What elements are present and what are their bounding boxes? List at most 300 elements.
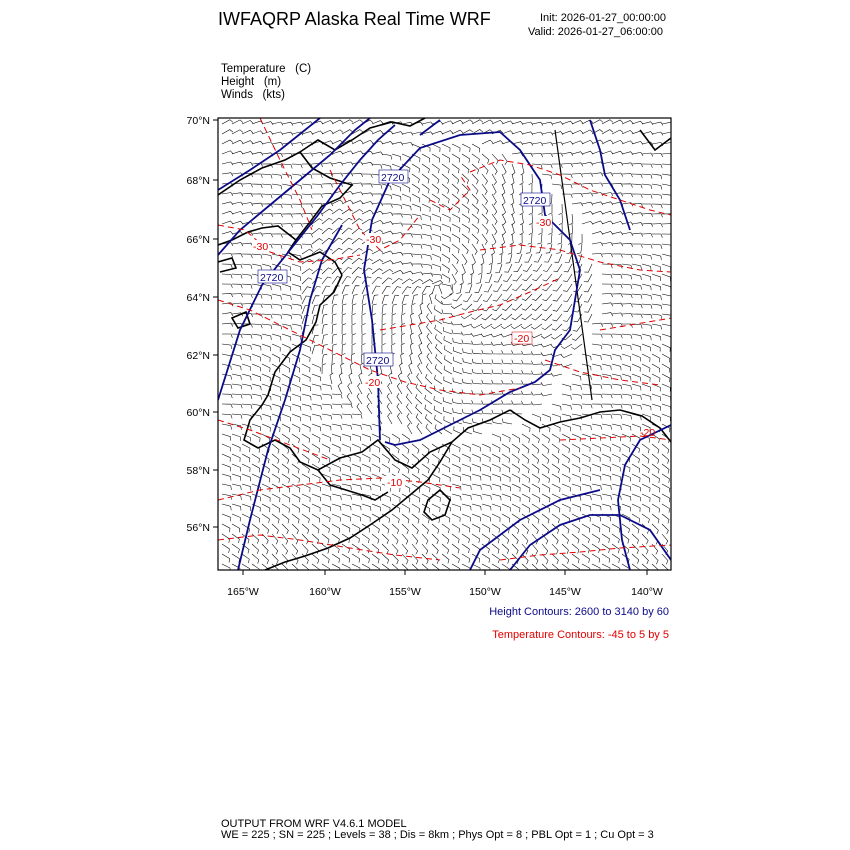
wind-barb [544, 254, 552, 262]
wind-barb [453, 408, 462, 414]
wind-barb [462, 204, 469, 213]
wind-barb [512, 131, 523, 134]
wind-barb [512, 304, 522, 310]
wind-barb [312, 152, 323, 155]
wind-barb [282, 304, 292, 309]
wind-barb [432, 164, 439, 173]
wind-barb [272, 504, 280, 513]
wind-barb [422, 154, 430, 162]
field-winds-label: Winds [221, 89, 253, 101]
wind-barb [632, 213, 643, 217]
wind-barb [592, 221, 603, 224]
wind-barb [552, 554, 558, 564]
wind-barb [262, 414, 271, 421]
wind-barb [522, 434, 530, 443]
wind-barb [312, 394, 322, 400]
wind-barb [532, 484, 540, 492]
wind-barb [532, 304, 542, 311]
wind-barb [502, 214, 506, 225]
wind-barb [602, 303, 613, 307]
wind-barb [412, 295, 418, 304]
wind-barb [512, 494, 520, 502]
wind-barb [222, 151, 233, 154]
wind-barb [592, 564, 600, 572]
wind-barb [451, 304, 462, 309]
wind-barb [401, 353, 404, 364]
lat-tick-label: 68°N [186, 175, 210, 187]
wind-barb [652, 364, 660, 372]
wind-barb [612, 120, 623, 124]
wind-barb [472, 194, 478, 204]
wind-barb [543, 274, 553, 281]
wind-barb [432, 154, 440, 163]
wind-barb [612, 183, 623, 187]
wind-barb [302, 278, 312, 284]
wind-barb [392, 434, 400, 443]
wind-barb [652, 374, 660, 382]
wind-barb [422, 280, 433, 285]
lat-tick-label: 60°N [186, 407, 210, 419]
wind-barb [262, 484, 270, 492]
wind-barb [553, 304, 562, 311]
wind-barb [482, 224, 488, 234]
wind-barb [492, 544, 499, 553]
wind-barb [522, 564, 529, 574]
wind-barb [652, 474, 660, 483]
wind-barb [382, 534, 389, 544]
wind-barb [632, 174, 642, 178]
wind-barb [622, 294, 632, 298]
wind-barb [292, 464, 299, 473]
wind-barb [473, 427, 482, 434]
wind-barb [592, 384, 602, 389]
wind-barb [592, 434, 601, 441]
wind-barb [252, 434, 260, 442]
wind-barb [502, 350, 512, 354]
wind-barb [492, 360, 502, 365]
wind-barb [382, 241, 393, 244]
wind-barb [642, 223, 653, 227]
wind-barb [492, 314, 502, 320]
wind-barb [482, 410, 492, 414]
wind-barb [435, 375, 443, 384]
wind-barb [252, 524, 259, 533]
wind-barb [252, 184, 262, 188]
wind-barb [282, 284, 291, 291]
wind-barb [282, 294, 291, 300]
wind-barb [442, 524, 449, 533]
wind-barb [362, 514, 370, 522]
wind-barb [602, 474, 611, 481]
wind-barb [392, 544, 398, 554]
wind-barb [382, 295, 389, 304]
wind-barb [302, 249, 313, 254]
wind-barb [352, 248, 363, 254]
wind-barb [592, 424, 602, 430]
wind-barb [262, 223, 273, 227]
wind-barb [612, 414, 622, 419]
wind-barb [642, 324, 652, 329]
wind-barb [502, 564, 509, 573]
wind-barb [662, 284, 671, 291]
model-info-line2: WE = 225 ; SN = 225 ; Levels = 38 ; Dis = 8km ; Phys Opt = 8 ; PBL Opt = 1 ; Cu Opt = 3 [221, 829, 654, 841]
wind-barb [262, 213, 273, 217]
wind-barb [422, 224, 431, 230]
wind-barb [332, 354, 336, 364]
wind-barb [462, 474, 471, 481]
wind-barb [322, 524, 330, 533]
wind-barb [342, 334, 346, 344]
wind-barb [372, 260, 383, 265]
wind-barb [542, 414, 550, 421]
wind-barb [222, 424, 232, 430]
wind-barb [572, 474, 580, 481]
wind-barb [222, 313, 233, 316]
wind-barb [642, 174, 652, 179]
wind-barb [502, 454, 510, 463]
wind-barb [512, 370, 522, 374]
wind-barb [362, 210, 373, 214]
wind-barb [352, 228, 362, 234]
wind-barb [512, 544, 518, 554]
wind-barb [444, 355, 452, 364]
wind-barb [502, 360, 512, 365]
wind-barb [642, 484, 650, 492]
wind-barb [642, 564, 649, 574]
wind-barb [622, 344, 631, 350]
wind-barb [602, 534, 610, 543]
wind-barb [522, 304, 532, 310]
wind-barb [322, 424, 331, 430]
wind-barb [382, 286, 391, 294]
wind-barb [432, 131, 443, 134]
wind-barb [492, 380, 502, 384]
wind-barb [492, 554, 499, 563]
wind-barb [542, 444, 549, 454]
wind-barb [632, 564, 639, 573]
wind-barb [652, 394, 661, 401]
wind-barb [372, 504, 380, 511]
wind-barb [602, 344, 612, 349]
wind-barb [302, 194, 312, 198]
wind-barb [322, 364, 326, 374]
wind-barb [282, 484, 290, 492]
wind-barb [252, 264, 262, 270]
wind-barb [432, 144, 440, 152]
wind-barb [642, 264, 651, 270]
wind-barb [662, 414, 670, 421]
wind-barb [272, 354, 280, 362]
wind-barb [242, 474, 250, 481]
wind-barb [452, 274, 456, 285]
wind-barb [272, 314, 282, 319]
wind-barb [322, 184, 333, 188]
lon-tick-label: 150°W [469, 586, 501, 598]
islands-stlawrence [218, 258, 236, 272]
wind-barb [432, 524, 439, 534]
wind-barb [292, 424, 300, 432]
wind-barb [382, 544, 388, 554]
wind-barb [442, 309, 452, 314]
wind-barb [262, 314, 272, 318]
wind-barb [242, 130, 253, 134]
wind-barb [302, 514, 309, 523]
wind-barb [622, 384, 632, 390]
wind-barb [482, 140, 493, 144]
wind-barb [512, 401, 523, 405]
wind-barb [531, 392, 542, 396]
wind-barb [662, 494, 670, 502]
wind-barb [342, 286, 349, 294]
wind-barb [472, 244, 477, 255]
wind-barb [622, 193, 633, 197]
wind-barb [462, 484, 471, 490]
wind-barb [352, 544, 360, 553]
wind-barb [402, 554, 408, 564]
wind-barb [662, 354, 670, 362]
wind-barb [352, 414, 362, 419]
wind-barb [407, 413, 412, 424]
wind-barb [302, 354, 310, 362]
wind-barb [312, 364, 320, 372]
wind-barb [582, 444, 590, 452]
wind-barb [502, 154, 507, 165]
wind-barb [382, 344, 386, 355]
wind-barb [432, 285, 439, 294]
wind-barb [252, 384, 261, 390]
wind-barb [492, 464, 500, 472]
wind-barb [602, 504, 611, 510]
wind-barb [397, 413, 402, 424]
wind-barb [492, 514, 500, 522]
wind-barb [262, 354, 270, 362]
wind-barb [481, 334, 492, 337]
wind-barb [232, 414, 242, 419]
wind-barb [412, 494, 420, 502]
wind-barb [662, 484, 670, 492]
wind-barb [412, 444, 419, 454]
wind-barb [492, 141, 503, 144]
wind-barb [322, 444, 330, 452]
wind-barb [563, 304, 572, 312]
wind-barb [572, 121, 583, 125]
wind-barb [552, 444, 559, 453]
wind-barb [612, 464, 620, 472]
wind-barb [652, 524, 658, 534]
wind-barb [492, 204, 497, 215]
wind-barb [312, 474, 320, 482]
wind-barb [562, 174, 572, 178]
wind-barb [342, 248, 352, 254]
wind-barb [232, 394, 242, 398]
wind-barb [352, 554, 360, 563]
wind-barb [531, 402, 542, 406]
wind-barb [262, 424, 270, 432]
wind-barb [582, 364, 591, 370]
wind-barb [352, 209, 363, 214]
wind-barb [350, 363, 353, 374]
wind-barb [492, 174, 497, 185]
wind-barb [492, 454, 500, 462]
wind-barb [452, 544, 459, 553]
wind-barb [312, 484, 320, 491]
wind-barb [252, 152, 263, 155]
wind-barb [632, 474, 640, 482]
wind-barb [362, 464, 370, 472]
wind-barb [462, 244, 468, 254]
wind-barb [435, 325, 442, 334]
wind-barb [482, 164, 488, 174]
wind-barb [232, 130, 243, 134]
wind-barb [462, 514, 470, 521]
wind-barb [552, 184, 562, 189]
wind-barb [322, 335, 328, 345]
wind-barb [472, 120, 483, 124]
wind-barb [272, 344, 280, 352]
wind-barb [642, 374, 650, 382]
wind-barb [652, 224, 663, 228]
wind-barb [262, 554, 269, 564]
wind-barb [642, 153, 653, 157]
wind-barb [456, 284, 462, 294]
wind-barb [592, 474, 601, 481]
wind-barb [352, 304, 356, 314]
wind-barb [522, 284, 532, 291]
wind-barb [452, 214, 460, 222]
wind-barb [242, 384, 252, 390]
wind-barb [612, 140, 623, 144]
wind-barb [572, 524, 580, 533]
wind-barb [302, 244, 312, 248]
wind-barb [622, 524, 630, 533]
wind-barb [572, 203, 583, 206]
wind-barb [332, 120, 343, 124]
wind-barb [382, 222, 393, 225]
wind-barb [662, 394, 671, 401]
wind-barb [442, 254, 450, 263]
wind-barb [397, 403, 402, 414]
wind-barb [632, 544, 639, 554]
wind-barb [362, 454, 370, 462]
wind-barb [511, 174, 514, 185]
temp-label: -20 [514, 333, 530, 345]
wind-barb [632, 334, 642, 340]
wind-barb [242, 284, 252, 289]
wind-barb [342, 564, 350, 572]
wind-barb [522, 314, 532, 320]
wind-barb [292, 274, 301, 281]
wind-barb [471, 324, 482, 328]
wind-barb [352, 484, 361, 490]
wind-barb [493, 284, 502, 292]
wind-barb [332, 564, 340, 572]
wind-barb [332, 414, 342, 419]
wind-barb [362, 140, 373, 144]
wind-barb [461, 324, 472, 327]
wind-barb [392, 214, 403, 218]
wind-barb [563, 294, 572, 302]
wind-barb [602, 414, 612, 419]
wind-barb [282, 454, 289, 464]
wind-barb [444, 376, 452, 384]
wind-barb [551, 334, 562, 339]
wind-barb [352, 464, 360, 471]
wind-barb [542, 294, 552, 301]
wind-barb [412, 303, 416, 314]
wind-barb [502, 534, 509, 544]
wind-barb [262, 474, 270, 482]
wind-barb [372, 277, 382, 284]
wind-barb [232, 254, 243, 258]
wind-barb [232, 474, 241, 481]
wind-barb [482, 484, 491, 490]
wind-barb [582, 140, 593, 144]
wind-barb [502, 400, 513, 404]
wind-barb [602, 323, 613, 327]
wind-barb [632, 244, 643, 248]
wind-barb [492, 120, 503, 124]
wind-barb [242, 212, 253, 215]
wind-barb [302, 204, 313, 208]
wind-barb [462, 464, 470, 471]
wind-barb [398, 373, 402, 384]
wind-barb [262, 434, 270, 443]
wind-barb [352, 277, 361, 284]
wind-barb [302, 364, 310, 372]
wind-barb [352, 504, 361, 510]
wind-barb [565, 254, 572, 263]
wind-barb [622, 424, 631, 431]
wind-barb [422, 534, 428, 544]
field-temperature-label: Temperature [221, 63, 286, 75]
wind-barb [542, 554, 548, 564]
wind-barb [262, 254, 272, 259]
wind-barb [602, 524, 610, 532]
wind-barb [572, 564, 580, 573]
wind-barb [322, 286, 330, 294]
wind-barb [532, 434, 539, 443]
wind-barb [510, 184, 513, 195]
wind-barb [485, 274, 492, 283]
wind-barb [512, 444, 519, 453]
wind-barb [332, 324, 337, 334]
wind-barb [252, 564, 259, 573]
wind-barb [252, 374, 261, 381]
wind-barb [252, 514, 260, 522]
wind-barb [252, 324, 262, 328]
wind-barb [542, 142, 553, 145]
wind-barb [501, 324, 512, 329]
wind-barb [472, 349, 482, 354]
wind-barb [232, 484, 241, 490]
wind-barb [662, 524, 668, 534]
wind-barb [272, 294, 282, 300]
wind-barb [502, 234, 505, 245]
wind-barb [472, 454, 480, 462]
wind-barb [412, 234, 422, 239]
wind-barb [312, 554, 319, 564]
wind-barb [453, 378, 462, 384]
wind-barb [332, 434, 341, 441]
wind-barb [412, 264, 423, 268]
wind-barb [562, 464, 570, 473]
wind-barb [362, 201, 373, 204]
wind-barb [402, 263, 413, 267]
wind-barb [392, 142, 403, 145]
wind-barb [612, 221, 623, 224]
wind-barb [292, 264, 301, 271]
wind-barb [367, 403, 372, 414]
